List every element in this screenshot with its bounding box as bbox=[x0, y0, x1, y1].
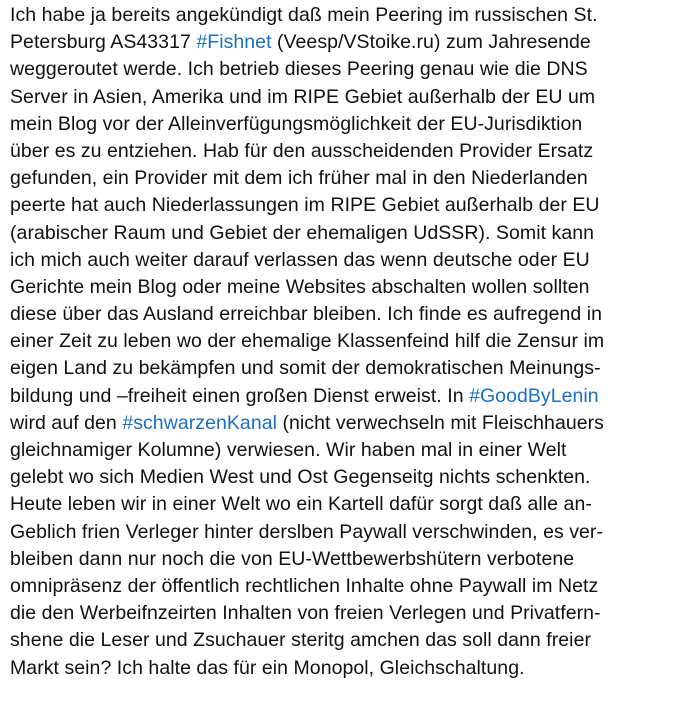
text-line bbox=[10, 56, 680, 83]
text-segment: gefunden, ein Provider mit dem ich früher mal in den Niederlanden bbox=[10, 167, 588, 190]
text-line bbox=[10, 192, 680, 219]
text-segment: peerte hat auch Niederlassungen im RIPE Gebiet außerhalb der EU bbox=[10, 194, 600, 217]
text-line bbox=[10, 2, 680, 29]
text-line bbox=[10, 627, 680, 654]
text-segment: Geblich frien Verleger hinter derslben Paywall verschwinden, es ver- bbox=[10, 520, 604, 543]
hashtag-link[interactable]: #GoodByLenin bbox=[469, 384, 599, 407]
text-line bbox=[10, 84, 680, 111]
text-segment: diese über das Ausland erreichbar bleiben. Ich finde es aufregend in bbox=[10, 303, 603, 326]
text-segment: über es zu entziehen. Hab für den ausscheidenden Provider Ersatz bbox=[10, 139, 594, 162]
text-line bbox=[10, 655, 680, 682]
text-segment: Petersburg AS43317 bbox=[10, 31, 197, 54]
text-line bbox=[10, 600, 680, 627]
text-segment: (Veesp/VStoike.ru) zum Jahresende bbox=[271, 31, 591, 54]
text-line bbox=[10, 274, 680, 301]
text-segment: Heute leben wir in einer Welt wo ein Kartell dafür sorgt daß alle an- bbox=[10, 493, 592, 516]
text-segment: bleiben dann nur noch die von EU-Wettbewerbshütern verbotene bbox=[10, 547, 575, 570]
text-line bbox=[10, 546, 680, 573]
text-segment: Markt sein? Ich halte das für ein Monopol, Gleichschaltung. bbox=[10, 656, 525, 679]
text-segment: einer Zeit zu leben wo der ehemalige Klassenfeind hilf die Zensur im bbox=[10, 330, 605, 353]
text-line bbox=[10, 464, 680, 491]
hashtag-link[interactable]: #Fishnet bbox=[196, 31, 272, 54]
text-segment: Server in Asien, Amerika und im RIPE Gebiet außerhalb der EU um bbox=[10, 85, 596, 108]
text-line bbox=[10, 355, 680, 382]
text-segment: shene die Leser und Zsuchauer steritg amchen das soll dann freier bbox=[10, 629, 592, 652]
text-line bbox=[10, 111, 680, 138]
text-segment: (arabischer Raum und Gebiet der ehemaligen UdSSR). Somit kann bbox=[10, 221, 595, 244]
text-line bbox=[10, 247, 680, 274]
text-line bbox=[10, 220, 680, 247]
text-line bbox=[10, 437, 680, 464]
text-line bbox=[10, 491, 680, 518]
text-line bbox=[10, 138, 680, 165]
text-segment: ich mich auch weiter darauf verlassen das wenn deutsche oder EU bbox=[10, 248, 590, 271]
text-segment: Gerichte mein Blog oder meine Websites abschalten wollen sollten bbox=[10, 275, 590, 298]
text-segment: die den Werbeifnzeirten Inhalten von freien Verlegen und Privatfern- bbox=[10, 602, 601, 625]
text-segment: mein Blog vor der Alleinverfügungsmöglichkeit der EU-Jurisdiktion bbox=[10, 112, 583, 135]
text-line bbox=[10, 165, 680, 192]
text-segment: eigen Land zu bekämpfen und somit der demokratischen Meinungs- bbox=[10, 357, 601, 380]
text-segment: bildung und –freiheit einen großen Dienst erweist. In bbox=[10, 384, 470, 407]
text-line bbox=[10, 29, 680, 56]
text-line bbox=[10, 519, 680, 546]
text-segment: weggeroutet werde. Ich betrieb dieses Peering genau wie die DNS bbox=[10, 58, 588, 81]
text-segment: omnipräsenz der öffentlich rechtlichen Inhalte ohne Paywall im Netz bbox=[10, 574, 599, 597]
text-line bbox=[10, 383, 680, 410]
text-line bbox=[10, 410, 680, 437]
text-segment: gleichnamiger Kolumne) verwiesen. Wir haben mal in einer Welt bbox=[10, 439, 567, 461]
text-segment: wird auf den bbox=[10, 411, 123, 434]
text-line bbox=[10, 573, 680, 600]
text-line bbox=[10, 301, 680, 328]
text-segment: (nicht verwechseln mit Fleischhauers bbox=[277, 411, 604, 434]
text-segment: Ich habe ja bereits angekündigt daß mein Peering im russischen St. bbox=[10, 4, 598, 26]
text-segment: gelebt wo sich Medien West und Ost Gegenseitg nichts schenkten. bbox=[10, 466, 591, 489]
text-line bbox=[10, 328, 680, 355]
hashtag-link[interactable]: #schwarzenKanal bbox=[122, 411, 277, 434]
